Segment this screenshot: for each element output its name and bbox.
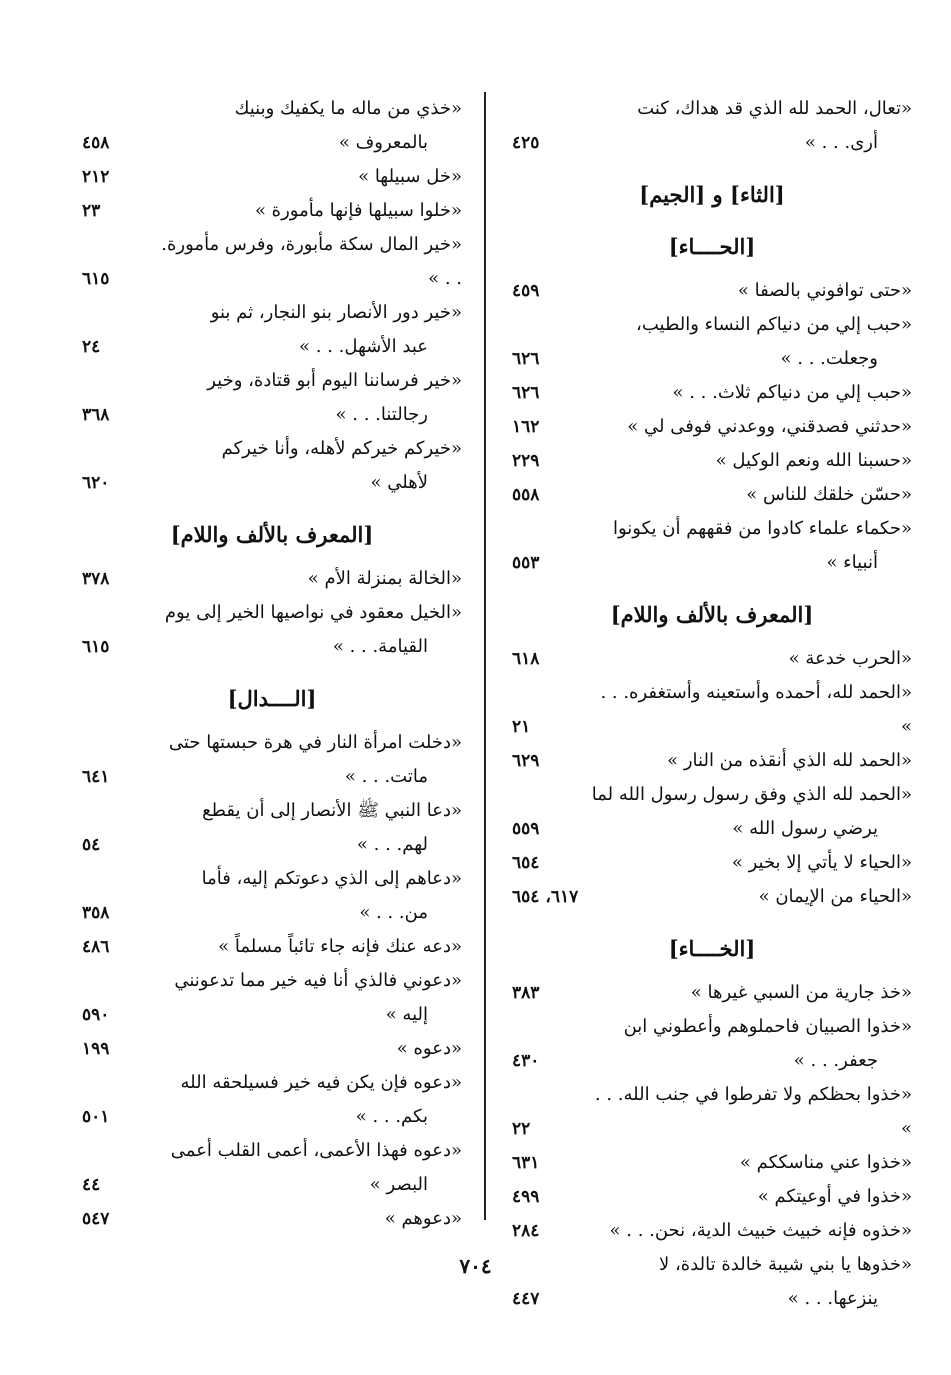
hadith-text: «دعا النبي ﷺ الأنصار إلى أن يقطع <box>202 800 462 821</box>
hadith-text-continuation: ماتت. . . » <box>344 766 428 787</box>
page-reference: ٥٥٣ <box>512 553 540 573</box>
index-entry <box>512 642 912 676</box>
hadith-text: «الحمد لله، أحمده وأستعينه وأستغفره. . . » <box>600 682 912 737</box>
page-reference: ٢٣ <box>82 201 101 221</box>
index-entry <box>82 160 462 194</box>
hadith-text-continuation: القيامة. . . » <box>332 636 428 657</box>
page-reference: ٦٢٦ <box>512 383 540 403</box>
page-reference: ٣٦٨ <box>82 405 110 425</box>
page-reference: ٦١٧، ٦٥٤ <box>512 887 579 907</box>
section-heading: [المعرف بالألف واللام] <box>610 602 814 627</box>
hadith-text: «دعوه فهذا الأعمى، أعمى القلب أعمى <box>170 1140 462 1161</box>
index-entry <box>82 194 462 228</box>
page-reference: ٦٢٩ <box>512 751 540 771</box>
index-entry <box>512 880 912 914</box>
page-reference: ١٦٢ <box>512 417 540 437</box>
hadith-text: «خذوها يا بني شيبة خالدة تالدة، لا <box>658 1254 912 1275</box>
section-heading: [المعرف بالألف واللام] <box>170 522 374 547</box>
index-entry <box>512 744 912 778</box>
hadith-text-continuation: بالمعروف » <box>338 132 428 153</box>
page-reference: ٥٥٩ <box>512 819 540 839</box>
hadith-text: «الخيل معقود في نواصيها الخير إلى يوم <box>164 602 462 623</box>
index-entry <box>512 1010 912 1078</box>
hadith-text: «حكماء علماء كادوا من فقههم أن يكونوا <box>613 518 912 539</box>
page-reference: ٦٤١ <box>82 767 110 787</box>
index-entry <box>82 1134 462 1202</box>
hadith-text: «خل سبيلها » <box>358 166 462 187</box>
index-entry <box>512 410 912 444</box>
section-heading: [الــــدال] <box>227 686 317 711</box>
index-entry <box>82 794 462 862</box>
page-number: ٧٠٤ <box>459 1254 492 1278</box>
left-column <box>82 92 462 1229</box>
page-reference: ٤٥٩ <box>512 281 540 301</box>
index-entry <box>82 1066 462 1134</box>
hadith-text-continuation: وجعلت. . . » <box>780 348 878 369</box>
page-reference: ٦١٥ <box>82 637 110 657</box>
page-reference: ٤٨٦ <box>82 937 110 957</box>
index-entry <box>82 228 462 296</box>
page-reference: ٤٥٨ <box>82 133 110 153</box>
hadith-text: «خير المال سكة مأبورة، وفرس مأمورة. . . » <box>161 234 462 289</box>
hadith-text-continuation: عبد الأشهل. . . » <box>299 336 428 357</box>
page-reference: ٤٢٥ <box>512 133 540 153</box>
section-heading: [الحــــاء] <box>668 234 756 259</box>
hadith-text: «خذ جارية من السبي غيرها » <box>690 982 912 1003</box>
hadith-text: «دعوه فإن يكن فيه خير فسيلحقه الله <box>180 1072 462 1093</box>
page-reference: ٦٣١ <box>512 1153 540 1173</box>
page-reference: ٣٥٨ <box>82 903 110 923</box>
page-reference: ٦١٨ <box>512 649 540 669</box>
hadith-text: «حبب إلي من دنياكم ثلاث. . . » <box>672 382 912 403</box>
index-entry <box>82 930 462 964</box>
index-entry <box>512 676 912 744</box>
hadith-text: «حتى توافوني بالصفا » <box>737 280 912 301</box>
index-entry <box>512 1146 912 1180</box>
index-entry <box>512 778 912 846</box>
hadith-text-continuation: بكم. . . » <box>355 1106 428 1127</box>
hadith-text: «دعوه » <box>396 1038 462 1059</box>
page-reference: ٦٢٦ <box>512 349 540 369</box>
index-entry <box>82 364 462 432</box>
hadith-text: «خلوا سبيلها فإنها مأمورة » <box>254 200 462 221</box>
hadith-text: «خذوا عني مناسككم » <box>739 1152 912 1173</box>
index-entry <box>82 1202 462 1236</box>
hadith-text: «دعوهم » <box>384 1208 462 1229</box>
index-entry <box>512 478 912 512</box>
page-reference: ٤٤ <box>82 1175 101 1195</box>
hadith-text-continuation: أرى. . . » <box>804 132 878 153</box>
index-entry <box>512 308 912 376</box>
section-heading: [الثاء] و [الجيم] <box>639 182 785 207</box>
hadith-text-continuation: إليه » <box>385 1004 428 1025</box>
page-reference: ٢٢٩ <box>512 451 540 471</box>
index-entry <box>512 444 912 478</box>
hadith-text: «حسّن خلقك للناس » <box>746 484 912 505</box>
hadith-text: «الحمد لله الذي أنقذه من النار » <box>667 750 912 771</box>
page-reference: ٤٣٠ <box>512 1051 540 1071</box>
index-entry <box>512 1180 912 1214</box>
index-entry <box>512 1214 912 1248</box>
page-reference: ٢٨٤ <box>512 1221 540 1241</box>
page-reference: ٥٤٧ <box>82 1209 110 1229</box>
index-entry <box>82 92 462 160</box>
hadith-text: «خذوا الصبيان فاحملوهم وأعطوني ابن <box>623 1016 912 1037</box>
hadith-text-continuation: يرضي رسول الله » <box>732 818 878 839</box>
index-entry <box>82 1032 462 1066</box>
page-reference: ٢٤ <box>82 337 101 357</box>
page-reference: ٥٥٨ <box>512 485 540 505</box>
hadith-text: «خير فرساننا اليوم أبو قتادة، وخير <box>207 370 462 391</box>
hadith-text-continuation: ينزعها. . . » <box>787 1288 878 1309</box>
index-entry <box>82 562 462 596</box>
page-reference: ٣٧٨ <box>82 569 110 589</box>
hadith-text-continuation: أنبياء » <box>826 552 878 573</box>
index-entry <box>512 92 912 160</box>
page-reference: ٤٤٧ <box>512 1289 540 1309</box>
hadith-text-continuation: لأهلي » <box>370 472 428 493</box>
index-entry <box>82 964 462 1032</box>
hadith-text: «الحرب خدعة » <box>788 648 912 669</box>
page-reference: ٥٤ <box>82 835 101 855</box>
index-entry <box>512 976 912 1010</box>
index-entry <box>512 376 912 410</box>
index-entry <box>82 296 462 364</box>
hadith-text: «تعال، الحمد لله الذي قد هداك، كنت <box>637 98 912 119</box>
page-reference: ١٩٩ <box>82 1039 110 1059</box>
hadith-text: «دعوني فالذي أنا فيه خير مما تدعونني <box>174 970 462 991</box>
index-entry <box>82 432 462 500</box>
index-entry <box>512 274 912 308</box>
index-entry <box>512 1078 912 1146</box>
hadith-text: «الحياء لا يأتي إلا بخير » <box>731 852 912 873</box>
page-reference: ٢١ <box>512 717 531 737</box>
hadith-text: «خذوا بحظكم ولا تفرطوا في جنب الله. . . » <box>594 1084 912 1139</box>
hadith-text: «الحمد لله الذي وفق رسول رسول الله لما <box>591 784 912 805</box>
page-reference: ٦١٥ <box>82 269 110 289</box>
index-entry <box>512 512 912 580</box>
column-divider <box>484 92 486 1220</box>
hadith-text-continuation: جعفر. . . » <box>793 1050 878 1071</box>
page-reference: ٣٨٣ <box>512 983 540 1003</box>
hadith-text: «دعه عنك فإنه جاء تائباً مسلماً » <box>218 936 462 957</box>
hadith-text: «دخلت امرأة النار في هرة حبستها حتى <box>168 732 462 753</box>
index-entry <box>512 846 912 880</box>
hadith-text: «دعاهم إلى الذي دعوتكم إليه، فأما <box>201 868 462 889</box>
page-reference: ٥٠١ <box>82 1107 110 1127</box>
hadith-text-continuation: رجالتنا. . . » <box>335 404 428 425</box>
index-entry <box>82 596 462 664</box>
page-reference: ٢١٢ <box>82 167 110 187</box>
hadith-text-continuation: لهم. . . » <box>356 834 428 855</box>
index-entry <box>82 862 462 930</box>
hadith-text: «خذوا في أوعيتكم » <box>757 1186 912 1207</box>
hadith-text: «حبب إلي من دنياكم النساء والطيب، <box>636 314 912 335</box>
hadith-text: «خير دور الأنصار بنو النجار، ثم بنو <box>210 302 462 323</box>
hadith-text-continuation: البصر » <box>369 1174 428 1195</box>
page-reference: ٤٩٩ <box>512 1187 540 1207</box>
hadith-text: «حسبنا الله ونعم الوكيل » <box>715 450 912 471</box>
section-heading: [الخــــاء] <box>668 936 756 961</box>
hadith-text: «خيركم خيركم لأهله، وأنا خيركم <box>221 438 462 459</box>
right-column <box>512 92 912 1309</box>
hadith-text: «خذي من ماله ما يكفيك وبنيك <box>234 98 462 119</box>
hadith-text-continuation: من. . . » <box>359 902 428 923</box>
page-reference: ٢٢ <box>512 1119 531 1139</box>
hadith-text: «الخالة بمنزلة الأم » <box>307 568 462 589</box>
page-reference: ٦٢٠ <box>82 473 110 493</box>
index-entry <box>82 726 462 794</box>
page-reference: ٥٩٠ <box>82 1005 110 1025</box>
hadith-text: «حدثني فصدقني، ووعدني فوفى لي » <box>627 416 912 437</box>
hadith-text: «الحياء من الإيمان » <box>758 886 912 907</box>
page-reference: ٦٥٤ <box>512 853 540 873</box>
hadith-text: «خذوه فإنه خبيث خبيث الدية، نحن. . . » <box>609 1220 912 1241</box>
